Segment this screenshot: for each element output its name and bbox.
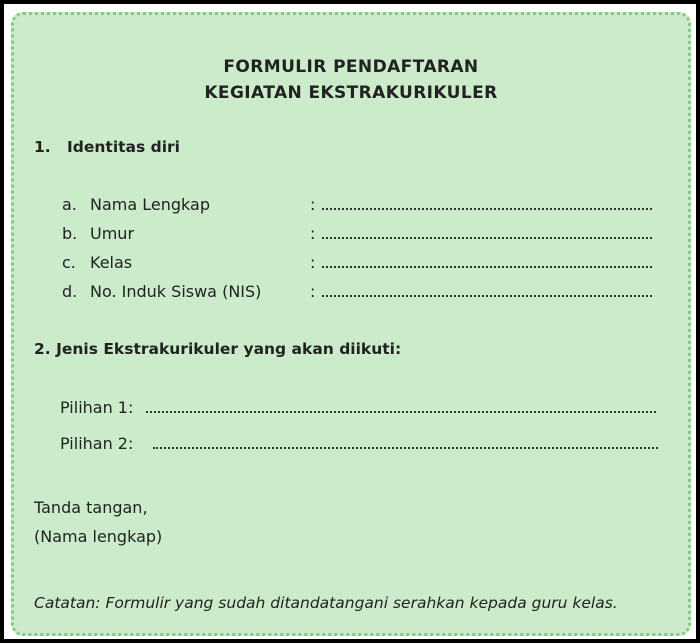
choice-1: [60, 397, 656, 419]
field-full-name: [62, 194, 652, 216]
field-letter: b.: [62, 224, 78, 243]
choice-2: [60, 433, 658, 455]
field-colon: :: [310, 195, 316, 214]
field-class: [62, 252, 652, 274]
field-label: Umur: [90, 224, 135, 243]
form-title-line-2: KEGIATAN EKSTRAKURIKULER: [204, 83, 498, 103]
field-colon: :: [310, 253, 316, 272]
field-letter: d.: [62, 282, 78, 301]
section-title: Identitas diri: [67, 138, 180, 156]
form-title-line-1: FORMULIR PENDAFTARAN: [223, 57, 479, 77]
field-label: Kelas: [90, 253, 133, 272]
choice-label: Pilihan 2:: [60, 434, 134, 453]
section-number: 1.: [34, 138, 51, 156]
full-name-blank-line[interactable]: [322, 208, 652, 210]
choice-2-blank-line[interactable]: [153, 447, 658, 449]
field-colon: :: [310, 224, 316, 243]
choice-label: Pilihan 1:: [60, 398, 134, 417]
age-blank-line[interactable]: [322, 237, 652, 239]
section-extracurricular-heading: 2. Jenis Ekstrakurikuler yang akan diikuti:: [34, 340, 402, 358]
field-colon: :: [310, 282, 316, 301]
field-student-id: [62, 281, 652, 303]
class-blank-line[interactable]: [322, 266, 652, 268]
signature-label: Tanda tangan,: [34, 498, 148, 517]
section-identity-heading: [34, 138, 180, 156]
field-letter: c.: [62, 253, 76, 272]
student-id-blank-line[interactable]: [322, 295, 652, 297]
field-age: [62, 223, 652, 245]
choice-1-blank-line[interactable]: [146, 411, 656, 413]
form-note: Catatan: Formulir yang sudah ditandatangani serahkan kepada guru kelas.: [34, 594, 618, 612]
field-label: Nama Lengkap: [90, 195, 210, 214]
registration-form-card: [11, 12, 691, 636]
field-label: No. Induk Siswa (NIS): [90, 282, 262, 301]
signature-name-label: (Nama lengkap): [34, 527, 163, 546]
field-letter: a.: [62, 195, 77, 214]
